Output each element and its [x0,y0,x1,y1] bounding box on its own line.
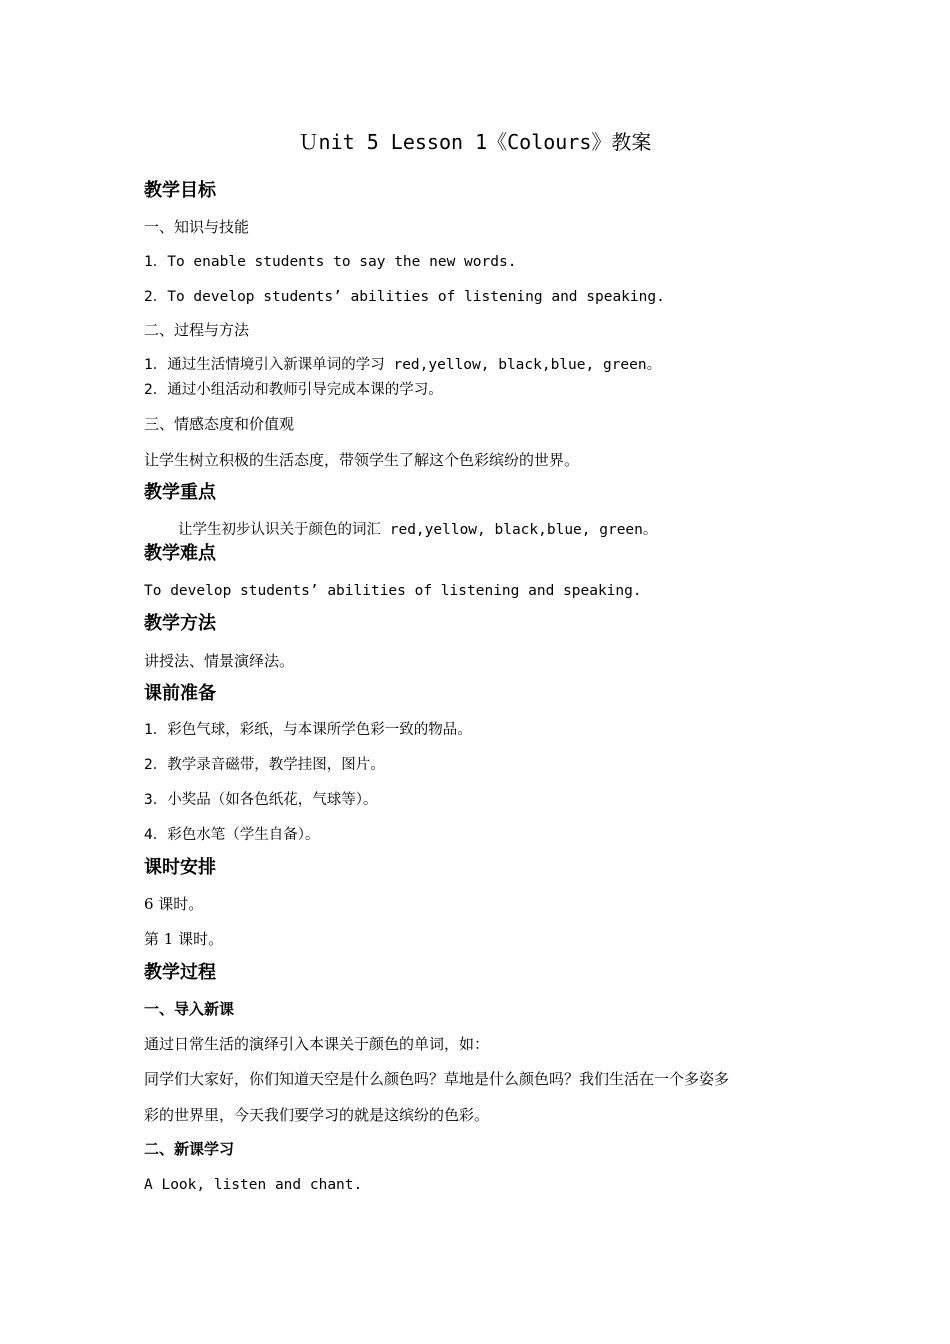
heading-key-points: 教学重点 [144,482,216,503]
process-step1-line1: 通过日常生活的演绎引入本课关于颜色的单词，如： [144,1035,490,1053]
schedule-line-2: 第 1 课时。 [144,930,224,948]
schedule-line-1: 6 课时。 [144,895,204,913]
objectives-item-2: 2．To develop students’ abilities of listening and speaking. [144,289,665,305]
objectives-sub2: 二、过程与方法 [144,321,250,339]
document-title: Ｕnit 5 Lesson 1《Colours》教案 [298,130,652,154]
preparation-item-1: 1．彩色气球，彩纸，与本课所学色彩一致的物品。 [144,722,472,738]
process-step2-line1: A Look, listen and chant. [144,1177,363,1193]
heading-methods: 教学方法 [144,613,216,634]
process-step1-line2: 同学们大家好，你们知道天空是什么颜色吗？草地是什么颜色吗？我们生活在一个多姿多 [144,1070,730,1088]
objectives-text3: 让学生树立积极的生活态度，带领学生了解这个色彩缤纷的世界。 [144,451,580,469]
key-points-text: 让学生初步认识关于颜色的词汇 red,yellow, black,blue, green。 [178,522,658,538]
objectives-item-1: 1．To enable students to say the new words. [144,254,517,270]
difficulties-text: To develop students’ abilities of listening and speaking. [144,583,642,599]
objectives-item-3: 1．通过生活情境引入新课单词的学习 red,yellow, black,blue, green。 [144,357,662,373]
heading-process: 教学过程 [144,962,216,983]
objectives-sub3: 三、情感态度和价值观 [144,415,295,433]
methods-text: 讲授法、情景演绎法。 [144,652,295,670]
objectives-item-4: 2．通过小组活动和教师引导完成本课的学习。 [144,382,443,398]
process-step1-line3: 彩的世界里，今天我们要学习的就是这缤纷的色彩。 [144,1106,490,1124]
objectives-sub1: 一、知识与技能 [144,218,250,236]
preparation-item-4: 4．彩色水笔（学生自备）。 [144,827,320,843]
preparation-item-3: 3．小奖品（如各色纸花，气球等）。 [144,792,378,808]
process-step2-heading: 二、新课学习 [144,1140,235,1158]
heading-objectives: 教学目标 [144,180,216,201]
heading-difficulties: 教学难点 [144,543,216,564]
preparation-item-2: 2．教学录音磁带，教学挂图，图片。 [144,757,385,773]
heading-preparation: 课前准备 [144,683,216,704]
heading-schedule: 课时安排 [144,857,216,878]
process-step1-heading: 一、导入新课 [144,1000,235,1018]
